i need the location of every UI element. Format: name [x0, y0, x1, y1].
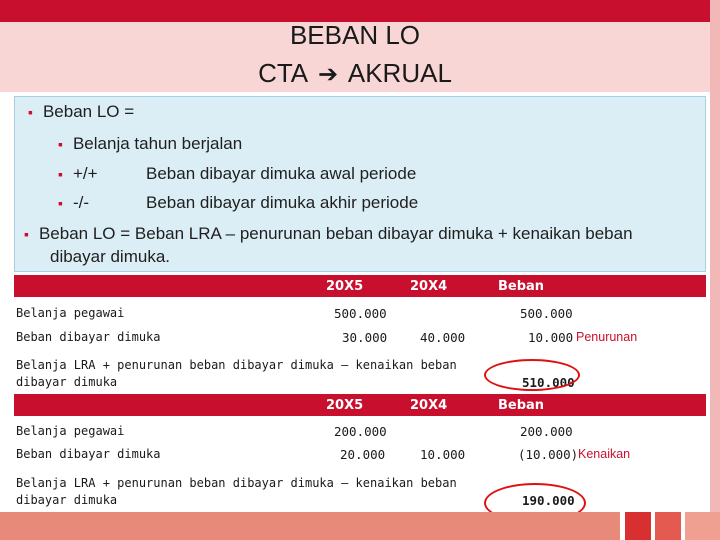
table1-row2-label: Beban dibayar dimuka — [16, 330, 161, 344]
formula-line: dibayar dimuka — [16, 375, 118, 389]
formula-line: Belanja LRA + penurunan beban dibayar dimuka – kenaikan beban — [16, 358, 457, 372]
right-accent-strip — [710, 0, 720, 540]
table1-formula — [16, 357, 476, 391]
highlight-circle — [484, 359, 580, 391]
right-arrow-icon: ➔ — [317, 61, 339, 88]
table2-row2-note: Kenaikan — [578, 447, 631, 461]
table1-row1-label: Belanja pegawai — [16, 306, 125, 320]
bullet-item-4 — [58, 193, 89, 213]
top-accent-bar — [0, 0, 720, 22]
table1-row1-beban: 500.000 — [520, 306, 573, 321]
table1-col-beban: Beban — [498, 279, 545, 294]
table2-row2-20x5: 20.000 — [340, 447, 386, 462]
bullet-square-icon: ▪ — [58, 136, 63, 152]
bullet-item-5 — [24, 224, 633, 244]
table2-row1-label: Belanja pegawai — [16, 424, 125, 438]
bullet-text: Beban LO = Beban LRA – penurunan beban dibayar dimuka + kenaikan beban — [38, 224, 633, 243]
bullet-square-icon: ▪ — [58, 195, 63, 211]
table2-col-beban: Beban — [498, 398, 545, 413]
subtitle-right: AKRUAL — [347, 58, 452, 88]
table2-row2-20x4: 10.000 — [420, 447, 466, 462]
bullet-text: Beban LO = — [42, 102, 135, 121]
bottom-block — [685, 512, 720, 540]
table2-col-20x5: 20X5 — [326, 398, 364, 413]
bottom-block — [625, 512, 651, 540]
bottom-block — [655, 512, 681, 540]
bullet-panel — [14, 96, 706, 272]
table2-formula — [16, 475, 476, 509]
bullet-operator: +/+ — [72, 164, 98, 183]
page-title: BEBAN LO — [289, 20, 421, 50]
subtitle-left: CTA — [258, 58, 307, 88]
table1-col-20x5: 20X5 — [326, 279, 364, 294]
bullet-square-icon: ▪ — [28, 104, 33, 120]
bullet-text: Belanja tahun berjalan — [72, 134, 243, 153]
bullet-item-2 — [58, 134, 242, 154]
table1-row2-note: Penurunan — [576, 330, 638, 344]
bullet-square-icon: ▪ — [58, 166, 63, 182]
bullet-square-icon: ▪ — [24, 226, 29, 242]
table2-row2-beban: (10.000) — [518, 447, 579, 462]
bullet-item-3 — [58, 164, 98, 184]
page-subtitle — [0, 58, 710, 89]
bottom-block — [0, 512, 620, 540]
table1-result: 510.000 — [522, 375, 575, 390]
bullet-item-4-text: Beban dibayar dimuka akhir periode — [146, 193, 419, 212]
formula-line: Belanja LRA + penurunan beban dibayar dimuka – kenaikan beban — [16, 476, 457, 490]
table1-row2-20x4: 40.000 — [420, 330, 466, 345]
bottom-decoration — [0, 512, 720, 540]
table2-col-20x4: 20X4 — [410, 398, 448, 413]
bullet-item-1 — [28, 102, 134, 122]
table1-row1-20x5: 500.000 — [334, 306, 387, 321]
table1-col-20x4: 20X4 — [410, 279, 448, 294]
table1-row2-beban: 10.000 — [528, 330, 574, 345]
table2-row1-beban: 200.000 — [520, 424, 573, 439]
formula-line: dibayar dimuka — [16, 493, 118, 507]
bullet-item-5-cont: dibayar dimuka. — [50, 247, 171, 266]
table2-row1-20x5: 200.000 — [334, 424, 387, 439]
table2-row2-label: Beban dibayar dimuka — [16, 447, 161, 461]
bullet-operator: -/- — [72, 193, 90, 212]
table2-result: 190.000 — [522, 493, 575, 508]
bullet-item-3-text: Beban dibayar dimuka awal periode — [146, 164, 417, 183]
table1-row2-20x5: 30.000 — [342, 330, 388, 345]
